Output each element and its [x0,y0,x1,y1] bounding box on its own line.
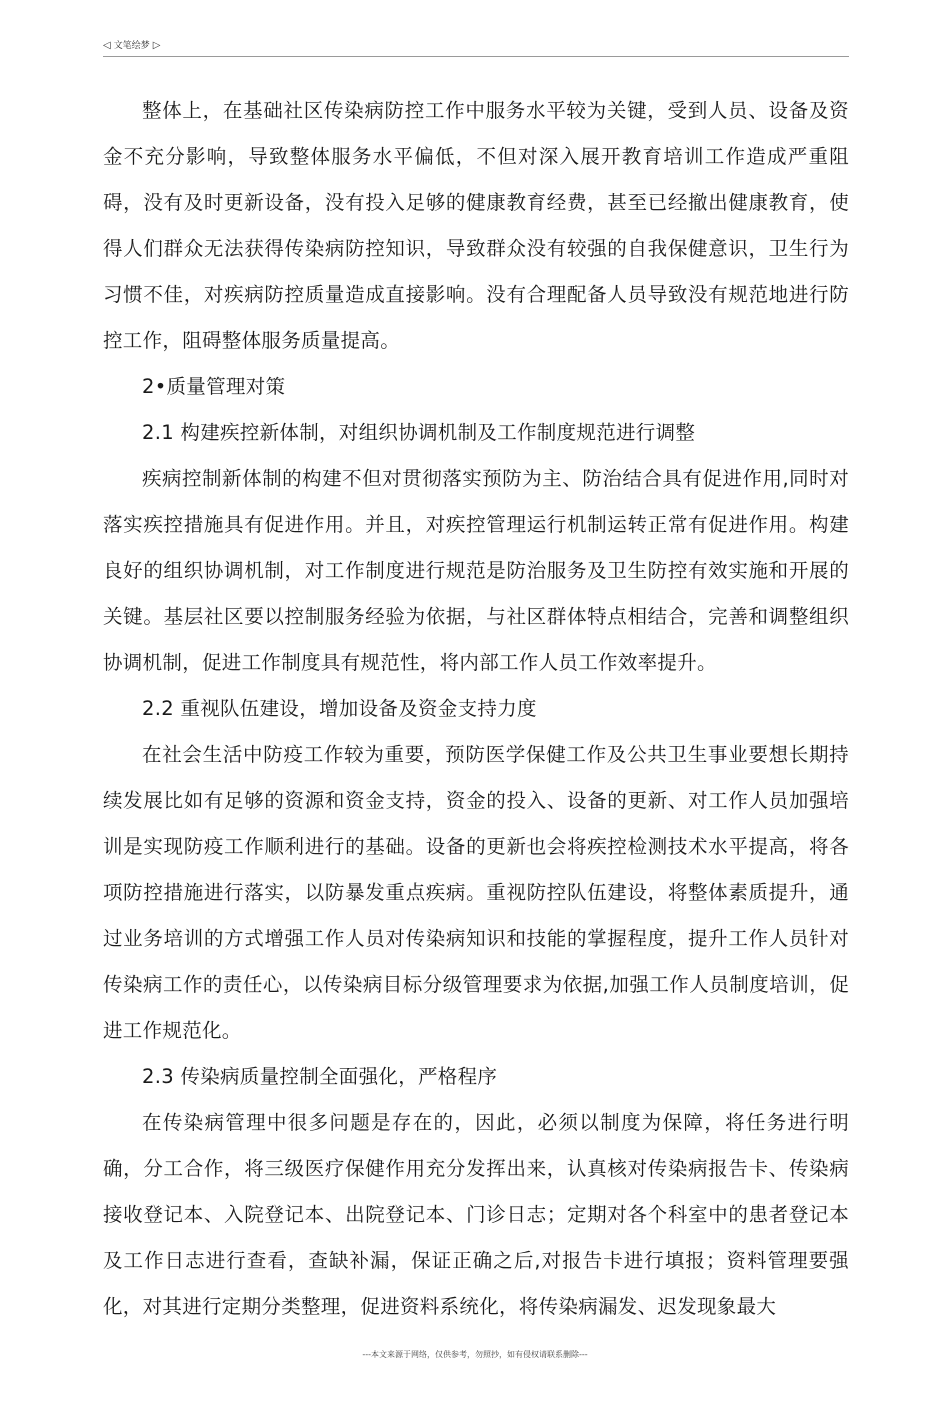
header-label: 文笔绘梦 [113,41,150,51]
left-triangle-icon: ◁ [103,40,111,51]
section-heading-2: 2•质量管理对策 [142,375,286,398]
subsection-heading-2-2: 2.2 重视队伍建设，增加设备及资金支持力度 [142,697,537,720]
paragraph-2-2: 在社会生活中防疫工作较为重要，预防医学保健工作及公共卫生事业要想长期持续发展比如有足够的资源和资金支持，资金的投入、设备的更新、对工作人员加强培训是实现防疫工作顺利进行的基础。设备的更新也会将疾控检测技术水平提高，将各项防控措施进行落实，以防暴发重点疾病。重视防控队伍建设，将整体素质提升，通过业务培训的方式增强工作人员对传染病知识和技能的掌握程度，提升工作人员针对传染病工作的责任心，以传染病目标分级管理要求为依据,加强工作人员制度培训，促进工作规范化。 [103,743,849,1042]
paragraph-2-3: 在传染病管理中很多问题是存在的，因此，必须以制度为保障，将任务进行明确，分工合作，将三级医疗保健作用充分发挥出来，认真核对传染病报告卡、传染病接收登记本、入院登记本、出院登记本、门诊日志；定期对各个科室中的患者登记本及工作日志进行查看，查缺补漏，保证正确之后,对报告卡进行填报；资料管理要强化，对其进行定期分类整理，促进资料系统化，将传染病漏发、迟发现象最大 [103,1111,849,1318]
subsection-heading-2-3: 2.3 传染病质量控制全面强化，严格程序 [142,1065,498,1088]
subsection-heading-2-1: 2.1 构建疾控新体制，对组织协调机制及工作制度规范进行调整 [142,421,696,444]
page-footer-disclaimer: ---本文来源于网络，仅供参考，勿照抄，如有侵权请联系删除--- [362,1350,588,1359]
paragraph-2-1: 疾病控制新体制的构建不但对贯彻落实预防为主、防治结合具有促进作用,同时对落实疾控措施具有促进作用。并且，对疾控管理运行机制运转正常有促进作用。构建良好的组织协调机制，对工作制度进行规范是防治服务及卫生防控有效实施和开展的关键。基层社区要以控制服务经验为依据，与社区群体特点相结合，完善和调整组织协调机制，促进工作制度具有规范性，将内部工作人员工作效率提升。 [103,467,849,674]
paragraph-summary: 整体上，在基础社区传染病防控工作中服务水平较为关键，受到人员、设备及资金不充分影响，导致整体服务水平偏低，不但对深入展开教育培训工作造成严重阻碍，没有及时更新设备，没有投入足够的健康教育经费，甚至已经撤出健康教育，使得人们群众无法获得传染病防控知识，导致群众没有较强的自我保健意识，卫生行为习惯不佳，对疾病防控质量造成直接影响。没有合理配备人员导致没有规范地进行防控工作，阻碍整体服务质量提高。 [103,99,849,352]
page-header [103,38,849,57]
right-triangle-icon: ▷ [152,40,161,51]
document-body [103,88,849,1330]
